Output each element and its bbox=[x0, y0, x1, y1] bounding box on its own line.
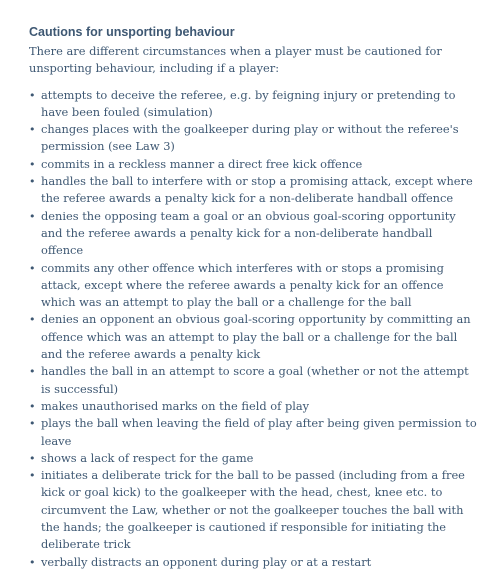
list-item bbox=[29, 260, 477, 312]
cautions-list bbox=[29, 87, 477, 571]
list-item-text: makes unauthorised marks on the field of play bbox=[41, 398, 310, 413]
list-item-text: handles the ball in an attempt to score a goal (whether or not the attempt is successful) bbox=[41, 364, 469, 396]
bullet-icon: • bbox=[29, 123, 36, 137]
list-item bbox=[29, 398, 477, 415]
list-item-text: denies the opposing team a goal or an obvious goal-scoring opportunity and the referee awards a penalty kick for a non-deliberate handball offence bbox=[41, 208, 456, 258]
list-item-text: changes places with the goalkeeper during play or without the referee's permission (see Law 3) bbox=[41, 122, 459, 154]
bullet-icon: • bbox=[29, 451, 36, 465]
list-item bbox=[29, 415, 477, 450]
bullet-icon: • bbox=[29, 157, 36, 171]
list-item bbox=[29, 156, 477, 173]
bullet-icon: • bbox=[29, 261, 36, 275]
intro-paragraph: There are different circumstances when a player must be cautioned for unsporting behaviour, including if a player: bbox=[29, 44, 442, 76]
bullet-icon: • bbox=[29, 469, 36, 483]
bullet-icon: • bbox=[29, 175, 36, 189]
bullet-icon: • bbox=[29, 313, 36, 327]
bullet-icon: • bbox=[29, 209, 36, 223]
list-item bbox=[29, 554, 477, 571]
list-item-text: verbally distracts an opponent during play or at a restart bbox=[41, 554, 372, 569]
bullet-icon: • bbox=[29, 399, 36, 413]
bullet-icon: • bbox=[29, 365, 36, 379]
list-item bbox=[29, 311, 477, 363]
list-item-text: shows a lack of respect for the game bbox=[41, 450, 254, 465]
list-item bbox=[29, 450, 477, 467]
list-item-text: denies an opponent an obvious goal-scoring opportunity by committing an offence which was an attempt to play the ball or a challenge for the ball and the referee awards a penalty kick bbox=[41, 312, 471, 362]
list-item bbox=[29, 173, 477, 208]
list-item bbox=[29, 121, 477, 156]
list-item-text: commits any other offence which interferes with or stops a promising attack, except where the referee awards a penalty kick for an offence which was an attempt to play the ball or a challenge for the ball bbox=[41, 260, 444, 310]
list-item bbox=[29, 363, 477, 398]
list-item bbox=[29, 467, 477, 553]
list-item-text: handles the ball to interfere with or stop a promising attack, except where the referee awards a penalty kick for a non-deliberate handball offence bbox=[41, 174, 473, 206]
list-item bbox=[29, 208, 477, 260]
list-item-text: initiates a deliberate trick for the ball to be passed (including from a free kick or goal kick) to the goalkeeper with the head, chest, knee etc. to circumvent the Law, whether or not the goalkeeper touches the ball with the hands; the goalkeeper is cautioned if responsible for initiating the deliberate trick bbox=[41, 468, 465, 552]
bullet-icon: • bbox=[29, 88, 36, 102]
list-item bbox=[29, 87, 477, 122]
list-item-text: plays the ball when leaving the field of play after being given permission to leave bbox=[41, 416, 477, 448]
list-item-text: commits in a reckless manner a direct free kick offence bbox=[41, 156, 363, 171]
bullet-icon: • bbox=[29, 417, 36, 431]
section-heading: Cautions for unsporting behaviour bbox=[29, 25, 235, 39]
list-item-text: attempts to deceive the referee, e.g. by feigning injury or pretending to have been fouled (simulation) bbox=[41, 87, 456, 119]
bullet-icon: • bbox=[29, 555, 36, 569]
